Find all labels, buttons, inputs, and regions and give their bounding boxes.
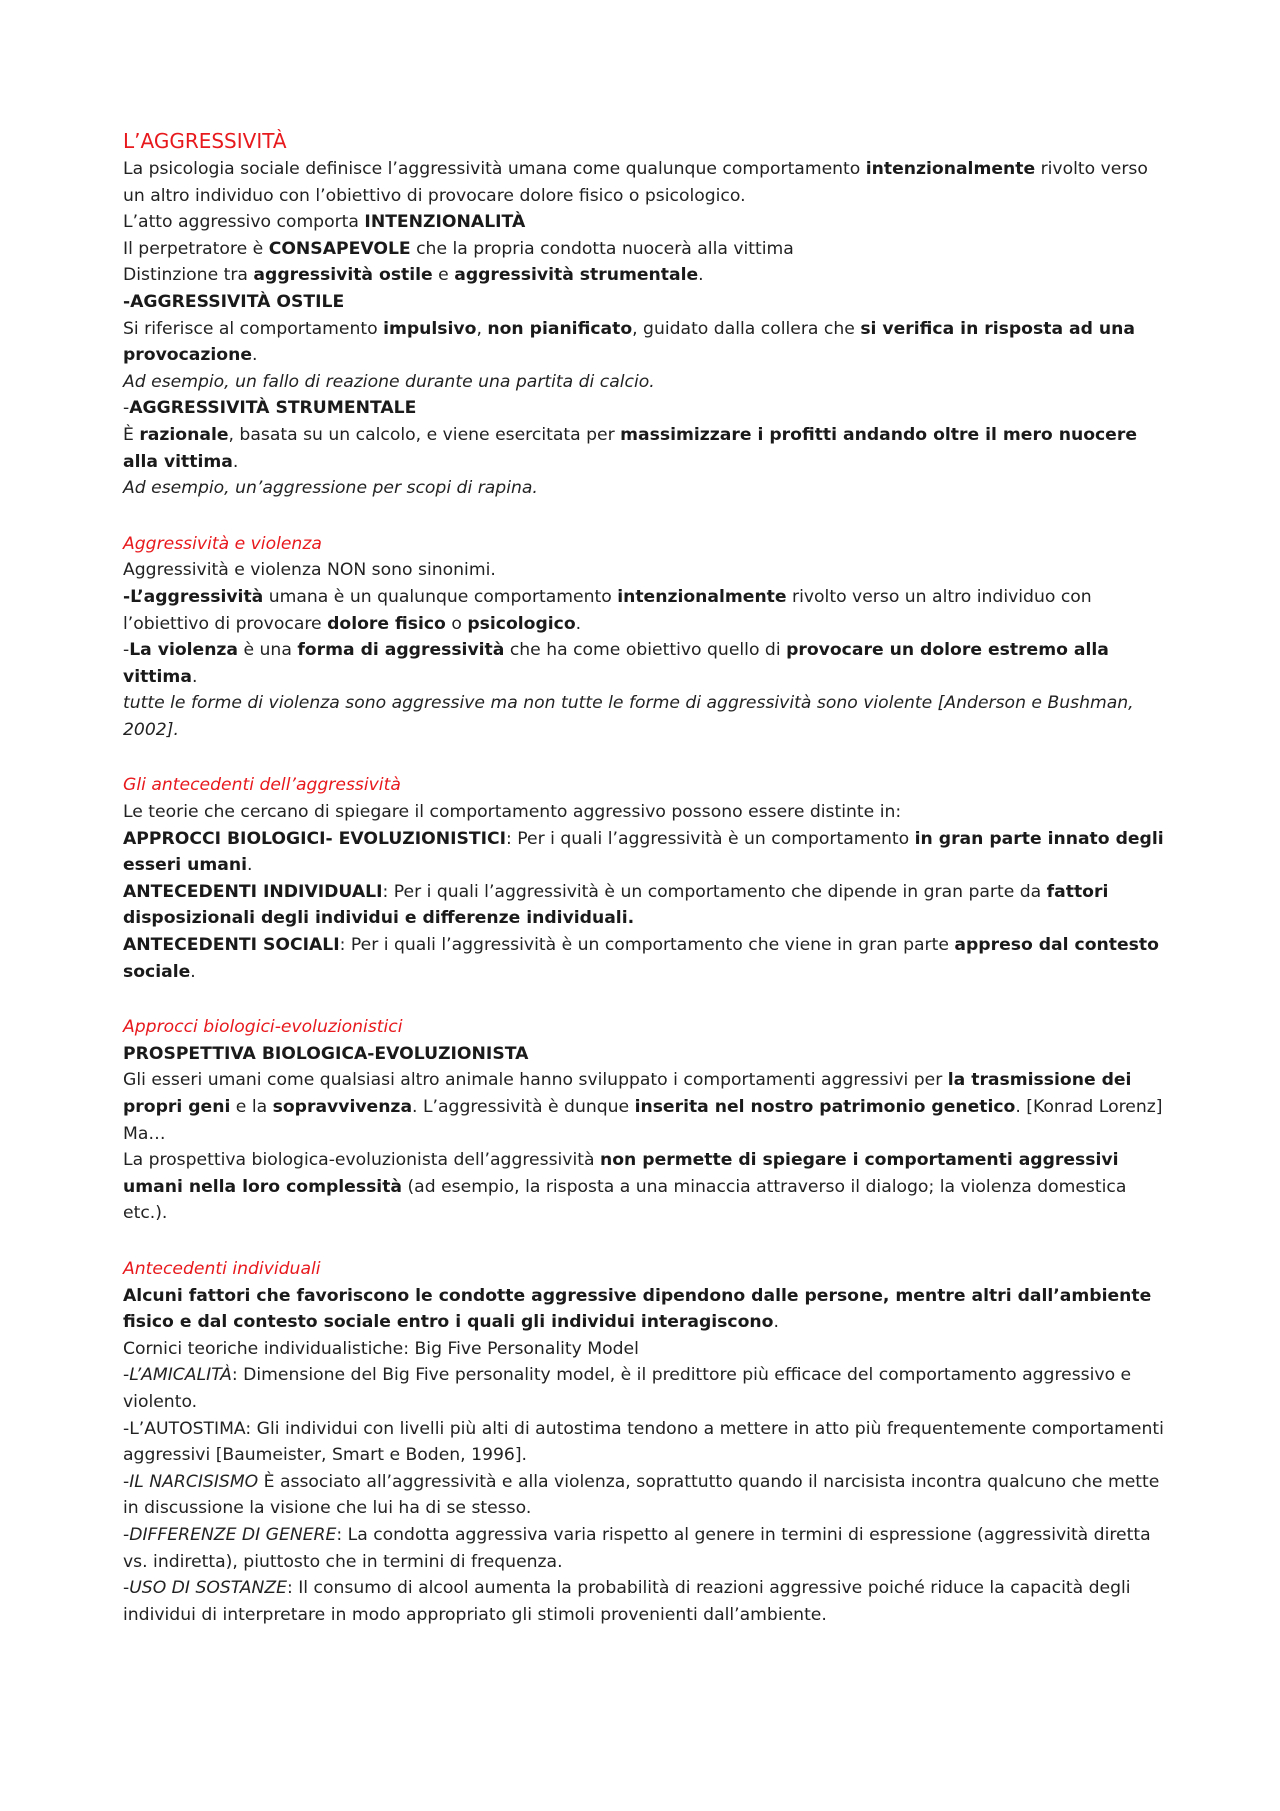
biologici-limits <box>123 1147 1173 1227</box>
bold-span: INTENZIONALITÀ <box>364 212 526 233</box>
text-span: Si riferisce al comportamento <box>123 318 384 339</box>
text-span: - <box>123 1578 130 1599</box>
section-gap <box>123 985 1173 1014</box>
italic-span: USO DI SOSTANZE <box>129 1578 287 1599</box>
bold-span: massimizzare i profitti andando oltre il mero nuocere alla vittima <box>123 424 1137 472</box>
text-span: . <box>190 961 196 982</box>
bold-span: PROSPETTIVA BIOLOGICA-EVOLUZIONISTA <box>123 1043 529 1064</box>
italic-span: Ad esempio, un fallo di reazione durante una partita di calcio. <box>123 371 655 392</box>
bold-span: Alcuni fattori che favoriscono le condotte aggressive dipendono dalle persone, mentre altri dall’ambiente fisico e dal contesto sociale entro i quali gli individui interagiscono <box>123 1285 1152 1333</box>
intro-distinction <box>123 262 1173 289</box>
text-span: : Per i quali l’aggressività è un comportamento che dipende in gran parte da <box>382 881 1047 902</box>
text-span: Il perpetratore è <box>123 238 269 259</box>
violenza-def <box>123 637 1173 690</box>
text-span: Gli esseri umani come qualsiasi altro animale hanno sviluppato i comportamenti aggressivi per <box>123 1070 948 1091</box>
text-span: . <box>698 265 704 286</box>
bold-span: provocare un dolore estremo alla vittima <box>123 640 1109 687</box>
violenza-not-synonyms: Aggressività e violenza NON sono sinonimi. <box>123 560 496 581</box>
bold-span: non permette di spiegare i comportamenti aggressivi umani nella loro complessità <box>123 1150 1119 1197</box>
text-span: umana è un qualunque comportamento <box>263 586 618 607</box>
text-span: che ha come obiettivo quello di <box>504 640 787 661</box>
text-span: , basata su un calcolo, e viene esercitata per <box>228 424 621 445</box>
text-span: . L’aggressività è dunque <box>412 1097 635 1117</box>
text-span: . <box>232 451 239 472</box>
bold-span: ANTECEDENTI SOCIALI <box>123 935 340 956</box>
bold-span: La violenza <box>129 640 239 661</box>
text-span: Distinzione tra <box>123 265 254 286</box>
individuali-cornici: Cornici teoriche individualistiche: Big Five Personality Model <box>123 1338 639 1359</box>
intro-awareness <box>123 236 1173 263</box>
section-gap <box>123 1227 1173 1256</box>
text-span: . <box>575 613 582 634</box>
bold-span: CONSAPEVOLE <box>268 238 411 259</box>
text-span: . <box>773 1312 779 1333</box>
text-span: È <box>123 424 140 445</box>
violenza-quote <box>123 690 1173 743</box>
text-span: : Per i quali l’aggressività è un comportamento <box>506 828 915 849</box>
text-span: : Dimensione del Big Five personality model, è il predittore più efficace del comportamento aggressivo e violento. <box>123 1365 1132 1412</box>
bold-span: dolore fisico <box>327 613 446 634</box>
antecedenti-intro: Le teorie che cercano di spiegare il comportamento aggressivo possono essere distinte in: <box>123 802 902 823</box>
bold-span: appreso dal contesto sociale <box>123 935 1159 982</box>
bold-span: non pianificato <box>487 318 633 339</box>
bold-span: -L’aggressività <box>123 586 264 607</box>
text-span: e <box>432 265 455 286</box>
italic-span: L’AMICALITÀ <box>129 1365 232 1386</box>
individuali-narcisismo <box>123 1469 1173 1522</box>
document-title: L’AGGRESSIVITÀ <box>123 129 287 153</box>
text-span: - <box>123 1524 130 1545</box>
strumentale-example <box>123 475 1173 502</box>
biologici-heading: Approcci biologici-evoluzionistici <box>123 1017 403 1038</box>
text-span: . <box>191 666 198 687</box>
text-span: : Il consumo di alcool aumenta la probabilità di reazioni aggressive poiché riduce la capacità degli individui di interpretare in modo appropriato gli stimoli provenienti dall’ambiente. <box>123 1578 1131 1625</box>
text-span: . <box>251 345 258 366</box>
bold-span: inserita nel nostro patrimonio genetico <box>634 1097 1016 1117</box>
bold-span: -AGGRESSIVITÀ OSTILE <box>123 291 345 312</box>
antecedenti-sociali <box>123 932 1173 985</box>
text-span: - <box>123 640 130 661</box>
text-span: rivolto verso un altro individuo con l’obiettivo di provocare dolore fisico o psicologico. <box>123 159 1148 206</box>
bold-span: APPROCCI BIOLOGICI- EVOLUZIONISTICI <box>123 828 507 849</box>
text-span: - <box>123 1471 130 1492</box>
bold-span: psicologico <box>467 613 576 634</box>
text-span: rivolto verso un altro individuo con l’obiettivo di provocare <box>123 586 1092 634</box>
individuali-amicalita <box>123 1362 1173 1415</box>
individuali-autostima: -L’AUTOSTIMA: Gli individui con livelli più alti di autostima tendono a mettere in atto più frequentemente comportamenti aggressivi [Baumeister, Smart e Boden, 1996]. <box>123 1418 1164 1466</box>
bold-span: impulsivo <box>383 318 477 339</box>
bold-span: forma di aggressività <box>297 640 505 661</box>
individuali-sostanze <box>123 1575 1173 1628</box>
italic-span: Ad esempio, un’aggressione per scopi di rapina. <box>123 478 538 499</box>
bold-span: fattori disposizionali degli individui e differenze individuali. <box>123 881 1109 929</box>
text-span: : La condotta aggressiva varia rispetto al genere in termini di espressione (aggressività diretta vs. indiretta), piuttosto che in termini di frequenza. <box>123 1524 1151 1572</box>
text-span: o <box>445 613 468 634</box>
bold-span: AGGRESSIVITÀ STRUMENTALE <box>129 398 417 419</box>
bold-span: ANTECEDENTI INDIVIDUALI <box>123 881 383 902</box>
bold-span: intenzionalmente <box>617 586 787 607</box>
text-span: (ad esempio, la risposta a una minaccia attraverso il dialogo; la violenza domestica etc.). <box>123 1176 1127 1224</box>
text-span: , <box>476 318 488 339</box>
ostile-heading <box>123 289 1173 316</box>
bold-span: razionale <box>139 424 229 445</box>
bold-span: la trasmissione dei propri geni <box>123 1070 1132 1117</box>
biologici-subheading <box>123 1041 1173 1068</box>
strumentale-heading <box>123 395 1173 422</box>
text-span: e la <box>230 1097 273 1117</box>
intro-intentionality <box>123 209 1173 236</box>
text-span: è una <box>238 640 298 661</box>
antecedenti-heading: Gli antecedenti dell’aggressività <box>123 775 401 796</box>
section-gap <box>123 502 1173 531</box>
intro-definition <box>123 156 1173 209</box>
biologici-ma: Ma… <box>123 1123 166 1144</box>
text-span: - <box>123 398 130 419</box>
bold-span: sopravvivenza <box>272 1097 413 1117</box>
text-span: che la propria condotta nuocerà alla vittima <box>410 238 794 259</box>
italic-span: DIFFERENZE DI GENERE <box>129 1524 337 1545</box>
text-span: La prospettiva biologica-evoluzionista dell’aggressività <box>123 1150 600 1171</box>
violenza-heading: Aggressività e violenza <box>123 533 322 554</box>
text-span: , guidato dalla collera che <box>632 318 861 339</box>
ostile-definition <box>123 316 1173 369</box>
individuali-genere <box>123 1522 1173 1575</box>
italic-span: IL NARCISISMO <box>129 1471 259 1492</box>
ostile-example <box>123 369 1173 396</box>
text-span: È associato all’aggressività e alla violenza, soprattutto quando il narcisista incontra qualcuno che mette in discussione la visione che lui ha di se stesso. <box>123 1471 1160 1519</box>
section-gap <box>123 743 1173 772</box>
text-span: L’atto aggressivo comporta <box>123 212 365 233</box>
bold-span: si verifica in risposta ad una provocazione <box>123 318 1135 366</box>
antecedenti-biologici <box>123 826 1173 879</box>
bold-span: aggressività strumentale <box>454 265 699 286</box>
strumentale-definition <box>123 422 1173 475</box>
text-span: - <box>123 1365 130 1386</box>
text-span: La psicologia sociale definisce l’aggressività umana come qualunque comportamento <box>123 159 866 179</box>
individuali-heading: Antecedenti individuali <box>123 1258 321 1279</box>
antecedenti-individuali <box>123 879 1173 932</box>
italic-span: tutte le forme di violenza sono aggressive ma non tutte le forme di aggressività sono violente [Anderson e Bushman, 2002]. <box>123 693 1134 740</box>
text-span: : Per i quali l’aggressività è un comportamento che viene in gran parte <box>339 935 955 956</box>
text-span: . <box>247 855 253 876</box>
bold-span: intenzionalmente <box>865 159 1036 179</box>
individuali-intro <box>123 1283 1173 1336</box>
biologici-paragraph <box>123 1067 1173 1120</box>
text-span: . [Konrad Lorenz] <box>1015 1097 1163 1117</box>
violenza-aggressivita-def <box>123 584 1173 637</box>
bold-span: aggressività ostile <box>253 265 433 286</box>
bold-span: in gran parte innato degli esseri umani <box>123 828 1164 876</box>
document-page <box>123 126 1173 1628</box>
